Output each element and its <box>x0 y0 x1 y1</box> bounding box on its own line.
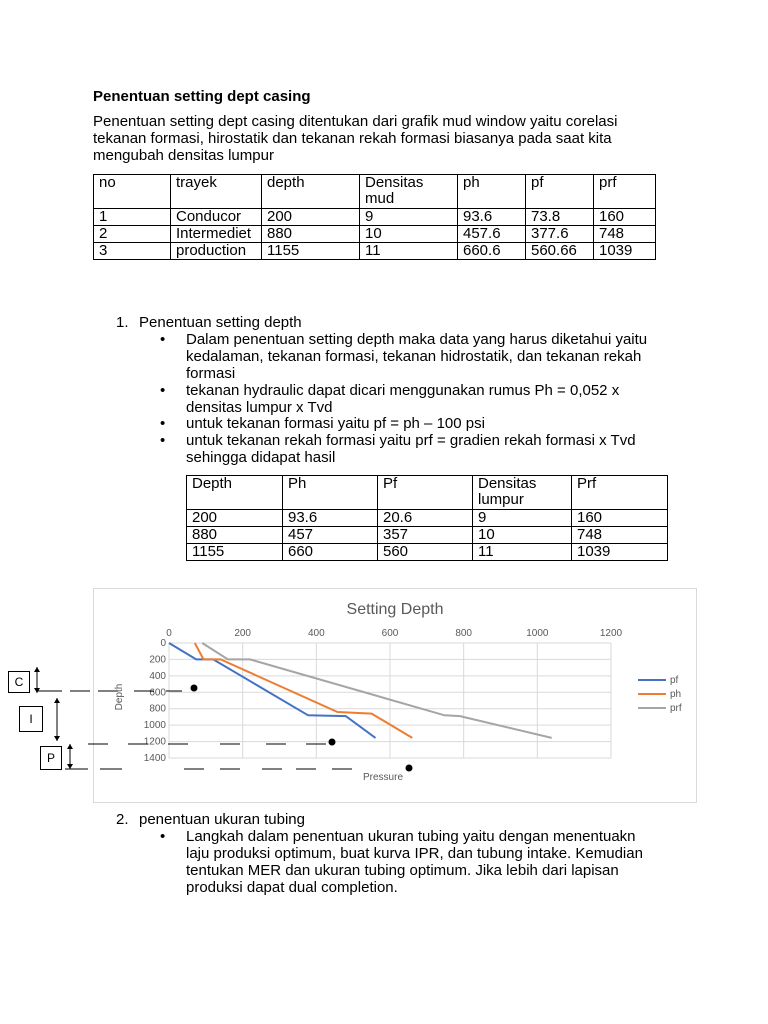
arrow-head-icon <box>34 667 40 672</box>
table-cell: 9 <box>473 510 572 527</box>
table-cell: 200 <box>262 209 360 226</box>
chart-title: Setting Depth <box>346 601 444 618</box>
bullet-icon: • <box>160 331 166 348</box>
table-cell: 11 <box>473 544 572 561</box>
bullet-icon: • <box>160 828 166 845</box>
arrow-head-icon <box>67 764 73 769</box>
intro-line: tekanan formasi, hirostatik dan tekanan rekah formasi biasanya pada saat kita <box>93 130 612 147</box>
legend-label-pf: pf <box>670 675 679 686</box>
list-line: tekanan hydraulic dapat dicari menggunakan rumus Ph = 0,052 x <box>186 382 620 399</box>
casing-point-dot <box>329 739 336 746</box>
series-line-prf <box>202 643 552 738</box>
table-cell: 160 <box>594 209 656 226</box>
header-cell: no <box>94 175 171 209</box>
page-heading: Penentuan setting dept casing <box>93 88 311 105</box>
table-cell: 11 <box>360 243 458 260</box>
header-cell: Depth <box>187 476 283 510</box>
table-cell: 748 <box>594 226 656 243</box>
table-cell: 560.66 <box>526 243 594 260</box>
table-cell: 748 <box>572 527 668 544</box>
list-line: produksi dapat dual completion. <box>186 879 398 896</box>
table-cell: 93.6 <box>283 510 378 527</box>
table-cell: 377.6 <box>526 226 594 243</box>
table-cell: 93.6 <box>458 209 526 226</box>
bullet-icon: • <box>160 415 166 432</box>
x-tick-label: 800 <box>455 628 473 639</box>
table-cell: 660 <box>283 544 378 561</box>
table-cell: 1155 <box>262 243 360 260</box>
table-cell: Intermediet <box>171 226 262 243</box>
table-cell: 9 <box>360 209 458 226</box>
table-cell: 10 <box>360 226 458 243</box>
list-number: 2. <box>116 811 129 828</box>
table-cell: 1039 <box>572 544 668 561</box>
y-tick-label: 400 <box>149 670 166 682</box>
header-cell: prf <box>594 175 656 209</box>
header-cell: Prf <box>572 476 668 510</box>
table-cell: 2 <box>94 226 171 243</box>
header-cell: Densitas mud <box>360 175 458 209</box>
y-axis-label: Depth <box>114 683 125 711</box>
y-tick-label: 0 <box>160 638 166 649</box>
y-tick-label: 1200 <box>143 736 166 748</box>
x-axis-label: Pressure <box>362 772 404 783</box>
header-cell: Densitas lumpur <box>473 476 572 510</box>
arrow-head-icon <box>54 736 60 741</box>
table-cell: 457.6 <box>458 226 526 243</box>
list-line: sehingga didapat hasil <box>186 449 336 466</box>
casing-point-dot <box>406 765 413 772</box>
arrow-head-icon <box>67 744 73 749</box>
x-tick-label: 1000 <box>526 628 549 639</box>
header-cell: pf <box>526 175 594 209</box>
legend-label-prf: prf <box>670 703 682 714</box>
table-cell: 3 <box>94 243 171 260</box>
x-tick-label: 600 <box>381 628 399 639</box>
y-tick-label: 800 <box>149 703 166 715</box>
intro-line: Penentuan setting dept casing ditentukan dari grafik mud window yaitu corelasi <box>93 113 618 130</box>
header-cell: trayek <box>171 175 262 209</box>
table-cell: 880 <box>262 226 360 243</box>
table-cell: 1155 <box>187 544 283 561</box>
header-cell: Pf <box>378 476 473 510</box>
list-line: untuk tekanan formasi yaitu pf = ph – 100 psi <box>186 415 485 432</box>
list-line: densitas lumpur x Tvd <box>186 399 333 416</box>
table-cell: 73.8 <box>526 209 594 226</box>
x-tick-label: 400 <box>307 628 325 639</box>
bullet-icon: • <box>160 432 166 449</box>
list-line: formasi <box>186 365 236 382</box>
table-cell: 357 <box>378 527 473 544</box>
y-tick-label: 200 <box>149 654 166 666</box>
x-tick-label: 200 <box>234 628 252 639</box>
legend-label-ph: ph <box>670 689 682 700</box>
table-cell: 1 <box>94 209 171 226</box>
table-cell: 457 <box>283 527 378 544</box>
casing-point-dot <box>191 685 198 692</box>
table-cell: 660.6 <box>458 243 526 260</box>
list-item <box>186 828 676 896</box>
series-line-ph <box>195 643 412 738</box>
intro-line: mengubah densitas lumpur <box>93 147 274 164</box>
table-cell: Conducor <box>171 209 262 226</box>
table-cell: 160 <box>572 510 668 527</box>
table-cell: production <box>171 243 262 260</box>
casing-marker-conductor: C <box>8 671 30 693</box>
header-cell: ph <box>458 175 526 209</box>
bullet-icon: • <box>160 382 166 399</box>
section-title: penentuan ukuran tubing <box>139 811 305 828</box>
table-cell: 560 <box>378 544 473 561</box>
series-line-pf <box>169 643 376 738</box>
x-tick-label: 1200 <box>599 628 623 639</box>
y-tick-label: 600 <box>149 687 166 699</box>
casing-marker-intermediate: I <box>19 706 43 732</box>
arrow-head-icon <box>54 698 60 703</box>
list-line: laju produksi optimum, buat kurva IPR, dan tubung intake. Kemudian <box>186 845 643 862</box>
x-tick-label: 0 <box>166 628 172 639</box>
list-line: untuk tekanan rekah formasi yaitu prf = gradien rekah formasi x Tvd <box>186 432 636 449</box>
table-cell: 880 <box>187 527 283 544</box>
table-cell: 20.6 <box>378 510 473 527</box>
casing-marker-production: P <box>40 746 62 770</box>
list-line: kedalaman, tekanan formasi, tekanan hidrostatik, dan tekanan rekah <box>186 348 642 365</box>
table-cell: 1039 <box>594 243 656 260</box>
table-cell: 200 <box>187 510 283 527</box>
y-tick-label: 1400 <box>143 753 166 764</box>
table-cell: 10 <box>473 527 572 544</box>
y-tick-label: 1000 <box>143 720 166 732</box>
header-cell: Ph <box>283 476 378 510</box>
list-line: tentukan MER dan ukuran tubing optimum. Jika lebih dari lapisan <box>186 862 619 879</box>
list-number: 1. <box>116 314 129 331</box>
list-line: Langkah dalam penentuan ukuran tubing yaitu dengan menentuakn <box>186 828 636 845</box>
header-cell: depth <box>262 175 360 209</box>
list-line: Dalam penentuan setting depth maka data yang harus diketahui yaitu <box>186 331 648 348</box>
section-title: Penentuan setting depth <box>139 314 302 331</box>
